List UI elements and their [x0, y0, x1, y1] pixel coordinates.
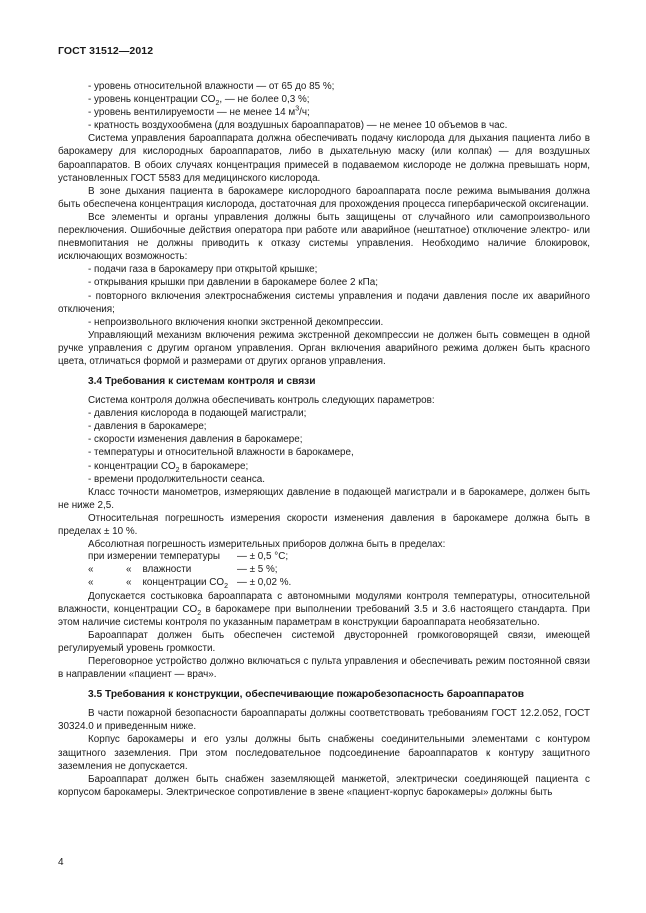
list-item: - уровень вентилируемости — не менее 14 $м^3/ч$;: [88, 105, 310, 119]
table-cell: — ± 0,02 %.: [237, 576, 292, 588]
list-item: - кратность воздухообмена (для воздушных бароаппаратов) — не менее 10 объемов в час.: [88, 120, 508, 132]
table-row: [88, 564, 291, 577]
section-heading-3-5: 3.5 Требования к конструкции, обеспечивающие пожаробезопасность бароаппаратов: [88, 689, 525, 701]
co2-subscript: 2: [197, 609, 202, 617]
talkback-paragraph: Переговорное устройство должно включаться с пульта управления и обеспечивать режим постоянной связи в направлении «пациент — врач».: [58, 656, 590, 681]
docking-paragraph: Допускается состыковка бароаппарата с автономными модулями контроля температуры, относительной влажности, концентрации $CO_2$ в барокамере при выполнении требований 3.5 и 3.6 настоящего стандарта. При этом наличие системы контроля по указанным параметрам в конструкции бароаппарата необязательно.: [58, 590, 590, 628]
control-intro: Система контроля должна обеспечивать контроль следующих параметров:: [88, 395, 435, 407]
list-item: - времени продолжительности сеанса.: [88, 473, 265, 485]
table-cell: «: [88, 563, 94, 575]
list-item: - открывания крышки при давлении в барокамере более 2 кПа;: [88, 277, 378, 289]
list-item: - температуры и относительной влажности в барокамере,: [88, 447, 354, 459]
document-code-header: ГОСТ 31512—2012: [58, 45, 154, 57]
list-item: - скорости изменения давления в барокамере;: [88, 434, 303, 446]
relative-error-paragraph: Относительная погрешность измерения скорости изменения давления в барокамере должна быть в пределах ± 10 %.: [58, 512, 590, 537]
page-number: 4: [58, 857, 64, 868]
grounding-paragraph: Корпус барокамеры и его узлы должны быть снабжены соединительными элементами с контуром защитного заземления. При этом последовательное подсоединение бароаппаратов к контуру защитного заземления не допускается.: [58, 734, 590, 772]
table-cell: «: [88, 576, 94, 588]
table-row: [88, 551, 291, 564]
zone-paragraph: В зоне дыхания пациента в барокамере кислородного бароаппарата после режима вымывания должна быть обеспечена концентрация кислорода, достаточная для прохождения процесса гипербарической оксигенации.: [58, 185, 590, 210]
table-cell: при измерении температуры: [88, 551, 220, 563]
table-cell: « влажности: [126, 563, 192, 575]
table-cell: « концентрации $CO_2$: [126, 576, 228, 590]
table-cell: — ± 5 %;: [237, 563, 278, 575]
cuff-paragraph: Бароаппарат должен быть снабжен заземляющей манжетой, электрически соединяющей пациента с корпусом барокамеры. Электрическое сопротивление в звене «пациент-корпус барокамеры» должны быть: [58, 773, 590, 798]
list-item: - непроизвольного включения кнопки экстренной декомпрессии.: [88, 316, 384, 328]
list-item: - повторного включения электроснабжения системы управления и подачи давления после их аварийного отключения;: [58, 290, 590, 315]
list-item: - уровень относительной влажности — от 65 до 85 %;: [88, 81, 335, 92]
table-cell: — ± 0,5 °С;: [237, 551, 289, 563]
co2-subscript: 2: [175, 466, 180, 474]
list-item: - подачи газа в барокамеру при открытой крышке;: [88, 264, 318, 276]
communication-paragraph: Бароаппарат должен быть обеспечен системой двусторонней громкоговорящей связи, имеющей регулируемый уровень громкости.: [58, 629, 590, 654]
mechanism-paragraph: Управляющий механизм включения режима экстренной декомпрессии не должен быть совмещен в одной ручке управления с другим органом управления. Орган включения аварийного режима должен быть красного цвета, отличаться формой и размерами от других органов управления.: [58, 329, 590, 367]
cubic-superscript: 3: [295, 105, 300, 113]
fire-safety-paragraph: В части пожарной безопасности бароаппараты должны соответствовать требованиям ГОСТ 12.2.052, ГОСТ 30324.0 и приведенным ниже.: [58, 708, 590, 733]
error-limits-table: [88, 551, 291, 589]
table-row: [88, 577, 291, 590]
co2-subscript: 2: [224, 582, 228, 590]
list-item: - концентрации $CO_2$ в барокамере;: [88, 460, 249, 474]
list-item: - давления в барокамере;: [88, 421, 207, 433]
accuracy-paragraph: Класс точности манометров, измеряющих давление в подающей магистрали и в барокамере, должен быть не ниже 2,5.: [58, 486, 590, 511]
page-content: [58, 80, 590, 799]
absolute-error-intro: Абсолютная погрешность измерительных приборов должна быть в пределах:: [88, 539, 446, 551]
list-item: - давления кислорода в подающей магистрали;: [88, 408, 307, 420]
protection-paragraph: Все элементы и органы управления должны быть защищены от случайного или самопроизвольного переключения. Ошибочные действия оператора при работе или аварийное (нештатное) отключение электро- или пневмопитания не должны приводить к отказу системы управления. Необходимо наличие блокировок, исключающих возможность:: [58, 211, 590, 263]
list-item: - уровень концентрации $CO_2$, — не более 0,3 %;: [88, 94, 310, 108]
co2-subscript: 2: [215, 100, 220, 108]
control-paragraph: Система управления бароаппарата должна обеспечивать подачу кислорода для дыхания пациента либо в барокамеру для кислородных бароаппаратов, либо в дыхательную маску (или колпак) — для воздушных бароаппаратов. В обоих случаях концентрация примесей в подаваемом кислороде не должна превышать норм, установленных ГОСТ 5583 для медицинского кислорода.: [58, 133, 590, 184]
section-heading-3-4: 3.4 Требования к системам контроля и связи: [88, 376, 316, 388]
